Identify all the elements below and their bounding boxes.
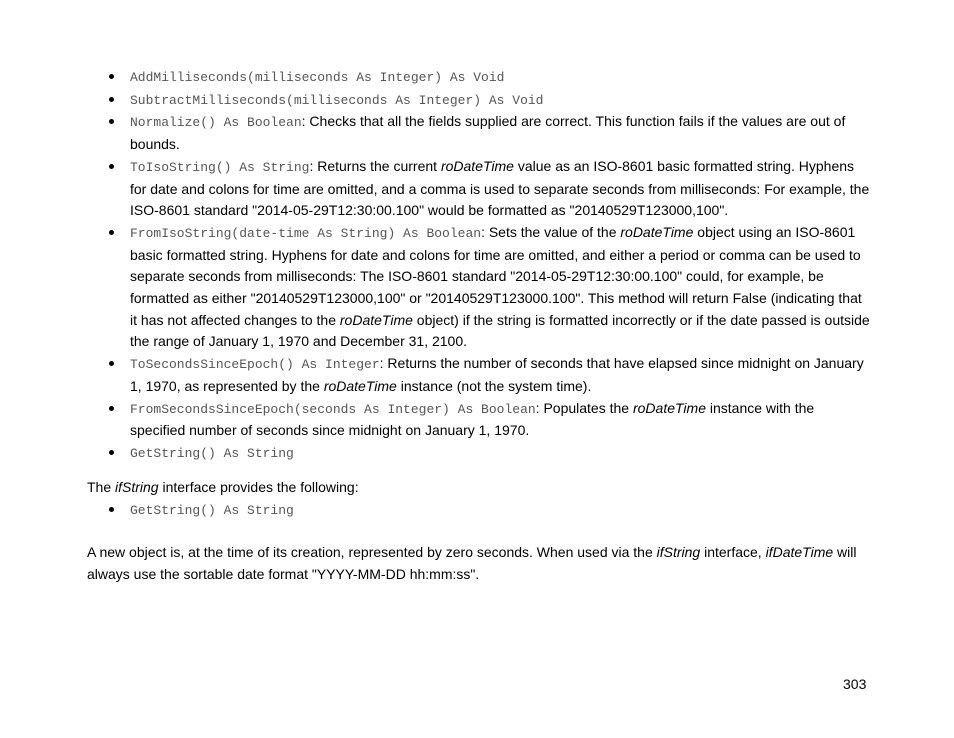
- method-description: object using an ISO-8601 basic formatted string. Hyphens for date and colons for time are omitted, and either a period or comma can be used to separate seconds from milliseconds: The ISO-8601 standard "2014-05-29T12:30:00.100" could, for example, be formatted as either "20140529T123000,100" or "20140529T123000.100". This method will return False (indicating that it has not affected changes to the: [130, 223, 862, 328]
- method-description: : Returns the number of seconds that have elapsed since midnight on January 1, 1970, as represented by the: [130, 355, 864, 394]
- list-item: [108, 156, 870, 222]
- method-description: instance (not the system time).: [396, 377, 592, 394]
- paragraph-text: interface,: [700, 544, 766, 560]
- italic-term: roDateTime: [620, 223, 694, 240]
- list-item: [108, 353, 870, 397]
- list-item: [108, 442, 870, 465]
- ifstring-intro-italic: ifString: [115, 479, 159, 495]
- page-number: 303: [843, 676, 867, 692]
- list-item: [108, 398, 870, 442]
- ifstring-intro-after: interface provides the following:: [158, 479, 359, 495]
- paragraph-text: will always use the sortable date format "YYYY-MM-DD hh:mm:ss".: [87, 544, 857, 582]
- methods-list: [108, 66, 870, 465]
- paragraph-text: A new object is, at the time of its creation, represented by zero seconds. When used via the: [87, 544, 657, 560]
- method-signature: AddMilliseconds(milliseconds As Integer) As Void: [130, 70, 505, 85]
- list-item: [108, 66, 870, 89]
- method-description: object) if the string is formatted incorrectly or if the date passed is outside the range of January 1, 1970 and December 31, 2100.: [130, 311, 870, 350]
- method-description: : Checks that all the fields supplied are correct. This function fails if the values are out of bounds.: [130, 113, 846, 153]
- ifstring-methods-list: [108, 499, 870, 522]
- italic-term: roDateTime: [323, 377, 397, 394]
- method-signature: GetString() As String: [130, 503, 294, 518]
- method-signature: ToSecondsSinceEpoch() As Integer: [130, 357, 380, 373]
- ifstring-intro-before: The: [87, 479, 116, 495]
- list-item: [108, 499, 870, 522]
- list-item: [108, 222, 870, 353]
- method-signature: FromSecondsSinceEpoch(seconds As Integer) As Boolean: [130, 401, 536, 417]
- italic-term: ifString: [656, 544, 701, 560]
- method-signature: GetString() As String: [130, 445, 294, 461]
- italic-term: roDateTime: [440, 157, 514, 174]
- italic-term: roDateTime: [339, 311, 413, 328]
- italic-term: ifDateTime: [765, 544, 834, 560]
- method-signature: Normalize() As Boolean: [130, 115, 302, 131]
- italic-term: roDateTime: [632, 399, 706, 416]
- method-signature: ToIsoString() As String: [130, 159, 310, 175]
- method-description: value as an ISO-8601 basic formatted string. Hyphens for date and colons for time are omitted, and a comma is used to separate seconds from milliseconds: For example, the ISO-8601 standard "2014-05-29T12:30:00.100" would be formatted as "20140529T123000,100".: [130, 157, 870, 219]
- list-item: [108, 89, 870, 112]
- ifstring-intro: [87, 477, 872, 499]
- list-item: [108, 111, 870, 155]
- method-signature: SubtractMilliseconds(milliseconds As Integer) As Void: [130, 92, 544, 108]
- method-description: : Returns the current: [309, 157, 441, 174]
- method-signature: FromIsoString(date-time As String) As Boolean: [130, 225, 482, 241]
- closing-paragraph: [87, 542, 872, 585]
- method-description: : Sets the value of the: [481, 223, 621, 240]
- method-description: instance with the specified number of seconds since midnight on January 1, 1970.: [130, 399, 815, 439]
- method-description: : Populates the: [535, 399, 633, 416]
